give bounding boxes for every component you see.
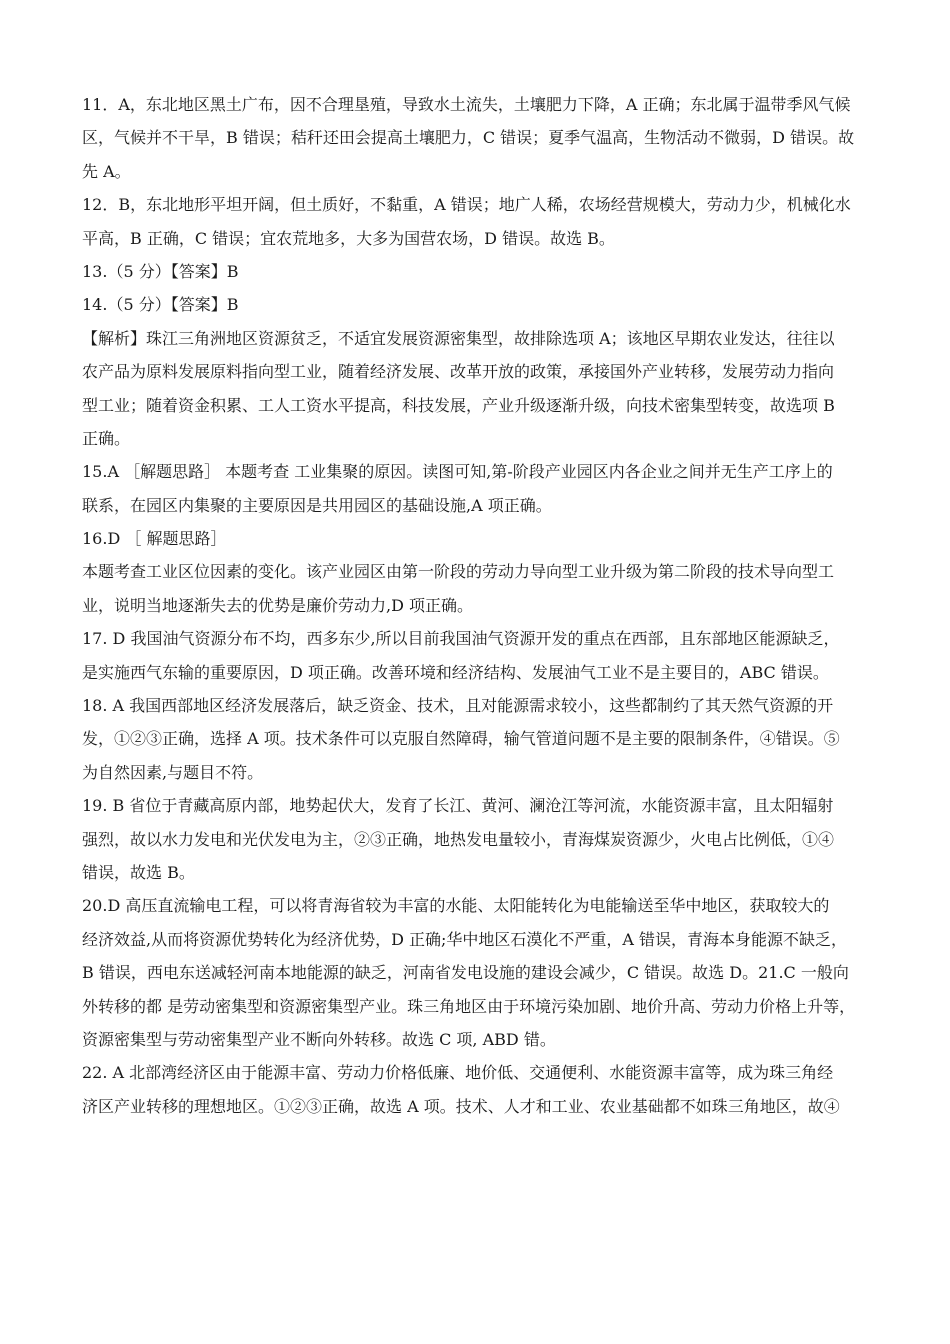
paragraph-q11: [82, 88, 872, 188]
text-line: 经济效益,从而将资源优势转化为经济优势，D 正确;华中地区石漠化不严重，A 错误，青海本身能源不缺乏，: [82, 929, 848, 949]
text-line: 区，气候并不干旱，B 错误；秸秆还田会提高土壤肥力，C 错误；夏季气温高，生物活动不微弱，D 错误。故: [82, 128, 855, 148]
text-line: 15.A ［解题思路］ 本题考查 工业集聚的原因。读图可知,第-阶段产业园区内各企业之间并无生产工序上的: [82, 462, 833, 482]
paragraph-q14-analysis: [82, 322, 872, 456]
paragraph-q19: [82, 789, 872, 889]
text-line: 资源密集型与劳动密集型产业不断向外转移。故选 C 项, ABD 错。: [82, 1029, 556, 1049]
paragraph-q14: [82, 288, 872, 321]
text-line: 16.D ［ 解题思路］: [82, 529, 227, 549]
text-line: 17. D 我国油气资源分布不均，西多东少,所以目前我国油气资源开发的重点在西部，且东部地区能源缺乏，: [82, 629, 840, 649]
text-line: 联系，在园区内集聚的主要原因是共用园区的基础设施,A 项正确。: [82, 495, 552, 515]
text-line: 强烈，故以水力发电和光伏发电为主，②③正确，地热发电量较小，青海煤炭资源少，火电占比例低，①④: [82, 829, 835, 849]
text-line: 11．A，东北地区黑土广布，因不合理垦殖，导致水土流失，土壤肥力下降，A 正确；东北属于温带季风气候: [82, 95, 851, 114]
text-line: 外转移的都 是劳动密集型和资源密集型产业。珠三角地区由于环境污染加剧、地价升高、劳动力价格上升等，: [82, 996, 856, 1016]
text-line: 本题考查工业区位因素的变化。该产业园区由第一阶段的劳动力导向型工业升级为第二阶段的技术导向型工: [82, 562, 835, 582]
text-line: 先 A。: [82, 161, 131, 181]
text-line: 13.（5 分）【答案】B: [82, 261, 239, 281]
paragraph-q18: [82, 689, 872, 789]
text-line: 业，说明当地逐渐失去的优势是廉价劳动力,D 项正确。: [82, 595, 474, 615]
paragraph-q17: [82, 622, 872, 689]
text-line: 【解析】珠江三角洲地区资源贫乏，不适宜发展资源密集型，故排除选项 A；该地区早期农业发达，往往以: [82, 328, 835, 348]
text-line: 14.（5 分）【答案】B: [82, 295, 239, 315]
paragraph-q13: [82, 255, 872, 288]
text-line: B 错误，西电东送减轻河南本地能源的缺乏，河南省发电设施的建设会减少，C 错误。故选 D。21.C 一般向: [82, 963, 849, 983]
text-line: 是实施西气东输的重要原因，D 项正确。改善环境和经济结构、发展油气工业不是主要目的，ABC 错误。: [82, 662, 829, 682]
paragraph-q20: [82, 889, 872, 1056]
paragraph-q16: [82, 522, 872, 555]
text-line: 平高，B 正确，C 错误；宜农荒地多，大多为国营农场，D 错误。故选 B。: [82, 228, 615, 248]
paragraph-q22: [82, 1056, 872, 1123]
text-line: 19. B 省位于青藏高原内部，地势起伏大，发育了长江、黄河、澜沧江等河流，水能资源丰富，且太阳辐射: [82, 796, 834, 816]
text-line: 正确。: [82, 428, 131, 448]
text-line: 为自然因素,与题目不符。: [82, 762, 264, 782]
text-line: 型工业；随着资金积累、工人工资水平提高，科技发展，产业升级逐渐升级，向技术密集型转变，故选项 B: [82, 395, 835, 415]
answer-document: [82, 88, 872, 1123]
paragraph-q12: [82, 188, 872, 255]
paragraph-q15: [82, 455, 872, 522]
text-line: 农产品为原料发展原料指向型工业，随着经济发展、改革开放的政策，承接国外产业转移，发展劳动力指向: [82, 362, 835, 382]
text-line: 12．B，东北地形平坦开阔，但土质好，不黏重，A 错误；地广人稀，农场经营规模大，劳动力少，机械化水: [82, 195, 851, 215]
text-line: 错误，故选 B。: [82, 862, 195, 882]
text-line: 20.D 高压直流输电工程，可以将青海省较为丰富的水能、太阳能转化为电能输送至华中地区，获取较大的: [82, 896, 830, 916]
text-line: 18. A 我国西部地区经济发展落后，缺乏资金、技术，且对能源需求较小，这些都制约了其天然气资源的开: [82, 696, 834, 716]
paragraph-q16-body: [82, 555, 872, 622]
text-line: 发，①②③正确，选择 A 项。技术条件可以克服自然障碍，输气管道问题不是主要的限制条件，④错误。⑤: [82, 729, 840, 749]
text-line: 济区产业转移的理想地区。①②③正确，故选 A 项。技术、人才和工业、农业基础都不如珠三角地区，故④: [82, 1096, 840, 1116]
text-line: 22. A 北部湾经济区由于能源丰富、劳动力价格低廉、地价低、交通便利、水能资源丰富等，成为珠三角经: [82, 1063, 834, 1083]
